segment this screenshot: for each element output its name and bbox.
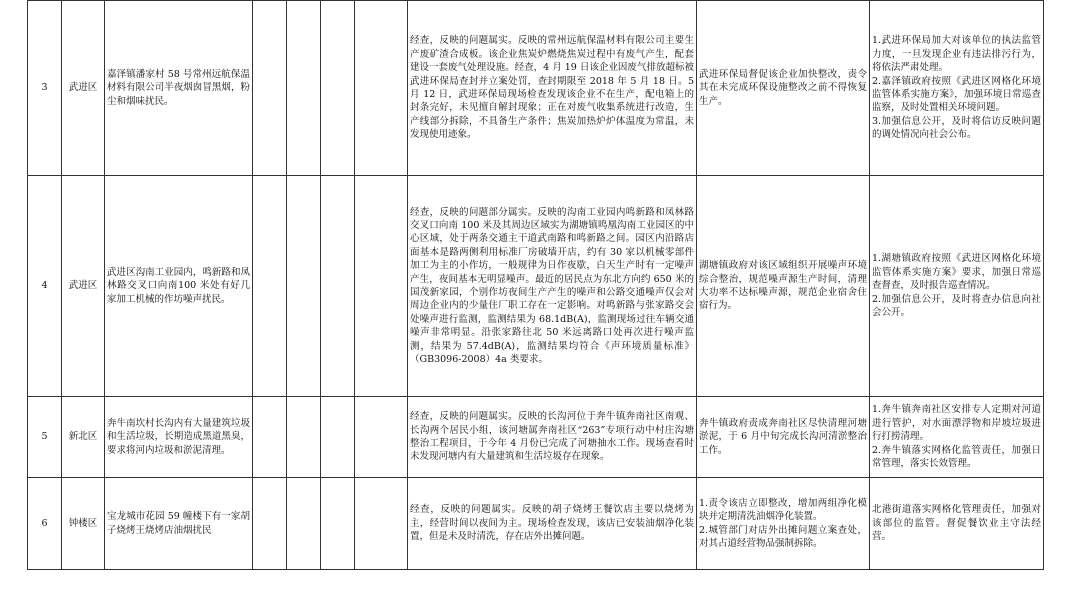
- followup-cell: 1.奔牛镇奔南社区安排专人定期对河道进行管护，对水面漂浮物和岸坡垃圾进行打捞清理。 2.奔牛镇落实网格化监管责任，加强日常管理，落实长效管理。: [870, 397, 1044, 478]
- followup-cell: 1.武进环保局加大对该单位的执法监管力度，一旦发现企业有违法排污行为，将依法严肃处理。 2.嘉泽镇政府按照《武进区网格化环境监管体系实施方案》，加强环境日常巡查监察，及时处置相关环境问题。 3.加强信息公开，及时将信访反映问题的调处情况向社会公布。: [870, 1, 1044, 176]
- empty-cell: [253, 397, 287, 478]
- complaint-cell: 奔牛南坎村长沟内有大量建筑垃圾和生活垃圾，长期造成黑道黑臭，要求将河内垃圾和淤泥清理。: [105, 397, 253, 478]
- finding-cell: 经查，反映的问题属实。反映的长沟河位于奔牛镇奔南社区南观、长沟两个居民小组，该河塘属奔南社区“263”专项行动中村庄沟塘整治工程项目，于今年 4 月份已完成了河塘抽水工作。现场查看时未发现河塘内有大量建筑和生活垃圾存在现象。: [408, 397, 697, 478]
- complaint-cell: 宝龙城市花园 59 幢楼下有一家胡子烧烤王烧烤店油烟扰民: [105, 478, 253, 570]
- empty-cell: [321, 397, 355, 478]
- followup-cell: 北港街道落实网格化管理责任，加强对该部位的监管。督促餐饮业主守法经营。: [870, 478, 1044, 570]
- complaint-table: [27, 0, 1044, 570]
- followup-cell: 1.湖塘镇政府按照《武进区网格化环境监管体系实施方案》要求，加强日常巡查督查，及时报告巡查情况。 2.加强信息公开，及时将查办信息向社会公开。: [870, 176, 1044, 397]
- district-cell: 钟楼区: [62, 478, 105, 570]
- row-number: 4: [28, 176, 62, 397]
- row-number: 5: [28, 397, 62, 478]
- empty-cell: [287, 478, 321, 570]
- empty-cell: [253, 478, 287, 570]
- empty-cell: [321, 176, 355, 397]
- finding-cell: 经查，反映的问题属实。反映的常州远航保温材料有限公司主要生产废矿渣合成板。该企业焦炭炉燃烧焦炭过程中有废气产生，配套建设一套废气处理设施。经查，4 月 19 日该企业因废气排放超标被武进环保局查封并立案处罚，查封期限至 2018 年 5 月 18 日。5 月 12 日，武进环保局现场检查发现该企业不在生产，配电箱上的封条完好，未见擅自解封现象；正在对废气收集系统进行改造，生产线部分拆除，不具备生产条件；焦炭加热炉炉体温度为常温，未发现使用迹象。: [408, 1, 697, 176]
- district-cell: 武进区: [62, 1, 105, 176]
- empty-cell: [355, 1, 408, 176]
- empty-cell: [355, 176, 408, 397]
- table-row: [28, 478, 1044, 570]
- table-row: [28, 397, 1044, 478]
- district-cell: 武进区: [62, 176, 105, 397]
- action-cell: 湖塘镇政府对该区域组织开展噪声环境综合整治，规范噪声源生产时间，清理大功率不达标噪声源，规范企业宿舍住宿行为。: [697, 176, 870, 397]
- complaint-cell: 武进区沟南工业园内，鸣新路和凤林路交叉口向南100 米处有好几家加工机械的作坊噪声扰民。: [105, 176, 253, 397]
- empty-cell: [287, 1, 321, 176]
- empty-cell: [321, 478, 355, 570]
- finding-cell: 经查，反映的问题属实。反映的胡子烧烤王餐饮店主要以烧烤为主，经营时间以夜间为主。现场检查发现，该店已安装油烟净化装置，但是未及时清洗，存在店外出摊问题。: [408, 478, 697, 570]
- empty-cell: [253, 1, 287, 176]
- empty-cell: [355, 397, 408, 478]
- empty-cell: [253, 176, 287, 397]
- empty-cell: [321, 1, 355, 176]
- complaint-cell: 嘉泽镇潘家村 58 号常州远航保温材料有限公司半夜烟囱冒黑烟，粉尘和烟味扰民。: [105, 1, 253, 176]
- district-cell: 新北区: [62, 397, 105, 478]
- table-row: [28, 176, 1044, 397]
- row-number: 6: [28, 478, 62, 570]
- empty-cell: [287, 176, 321, 397]
- empty-cell: [355, 478, 408, 570]
- action-cell: 武进环保局督促该企业加快整改，责令其在未完成环保设施整改之前不得恢复生产。: [697, 1, 870, 176]
- table-row: [28, 1, 1044, 176]
- action-cell: 1.责令该店立即整改，增加两组净化模块并定期清洗油烟净化装置。 2.城管部门对店外出摊问题立案查处，对其占道经营物品强制拆除。: [697, 478, 870, 570]
- empty-cell: [287, 397, 321, 478]
- finding-cell: 经查，反映的问题部分属实。反映的沟南工业园内鸣新路和凤林路交叉口向南 100 米及其周边区域实为湖塘镇鸣凰沟南工业园区的中心区域，处于两条交通主干道武南路和鸣新路之间。园区内沿路店面基本是路两侧利用标准厂房破墙开店，约有 30 家以机械零部件加工为主的小作坊，一般规律为日作夜歇，白天生产时有一定噪声产生，夜间基本无明显噪声。最近的居民点为东北方向约 650 米的国茂新家园，个别作坊夜间生产产生的噪声和公路交通噪声仅会对周边企业内的少量住厂职工存在一定影响。对鸣新路与张家路交会处噪声进行监测，监测结果为 68.1dB(A)，监测现场过往车辆交通噪声非常明显。沿张家路往北 50 米远离路口处再次进行噪声监测，结果为 57.4dB(A)，监测结果均符合《声环境质量标准》（GB3096-2008）4a 类要求。: [408, 176, 697, 397]
- action-cell: 奔牛镇政府责成奔南社区尽快清理河塘淤泥，于 6 月中旬完成长沟河清淤整治工作。: [697, 397, 870, 478]
- row-number: 3: [28, 1, 62, 176]
